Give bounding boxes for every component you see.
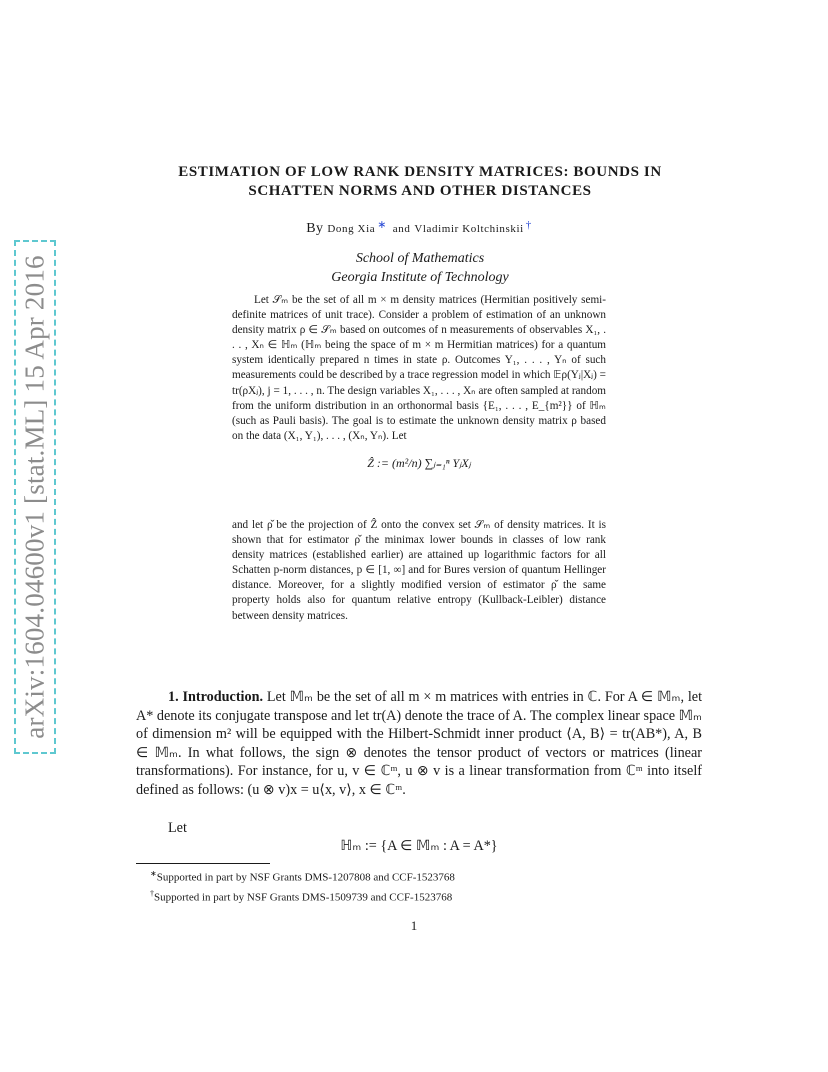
page-number: 1 [410, 918, 418, 933]
z-hat-equation: Ẑ := (m²/n) ∑ⱼ₌₁ⁿ YⱼXⱼ [367, 455, 471, 470]
title-line-1: ESTIMATION OF LOW RANK DENSITY MATRICES: BOUNDS IN [178, 164, 662, 180]
author-byline [100, 218, 740, 237]
footnote-2-mark: † [150, 888, 154, 898]
author-1-footnote-link[interactable]: ∗ [377, 219, 387, 231]
footnote-1 [150, 866, 455, 886]
abstract-paragraph-2: and let ρ̌ be the projection of Ẑ onto the convex set 𝒮ₘ of density matrices. It is shown that for estimator ρ̌ the minimax lower bounds in classes of low rank density matrices (established earlier) are attained up logarithmic factors for all Schatten p-norm distances, p ∈ [1, ∞] and for Bures version of quantum Hellinger distance. Moreover, for a slightly modified version of estimator ρ̌ the same property holds also for quantum relative entropy (Kullback-Leibler) distance between density matrices. [232, 518, 606, 622]
abstract [232, 293, 606, 624]
affiliation-line-1: School of Mathematics [355, 251, 485, 266]
affiliation-line-2: Georgia Institute of Technology [331, 270, 509, 285]
author-1: Dong Xia [327, 223, 376, 235]
by-label: By [306, 221, 324, 236]
title-line-2: SCHATTEN NORMS AND OTHER DISTANCES [248, 183, 592, 199]
author-2: Vladimir Koltchinskii [414, 223, 524, 235]
footnote-1-text: Supported in part by NSF Grants DMS-1207808 and CCF-1523768 [156, 871, 455, 884]
paper-title [100, 163, 740, 201]
introduction-section [136, 688, 702, 799]
arxiv-identifier: arXiv:1604.04600v1 [stat.ML] 15 Apr 2016 [19, 255, 50, 739]
footnote-1-mark: ∗ [150, 869, 157, 878]
footnote-rule [136, 863, 270, 864]
author-2-footnote-link[interactable]: † [525, 219, 532, 231]
introduction-paragraph [136, 688, 702, 799]
let-word: Let [168, 820, 187, 836]
introduction-text: Let 𝕄ₘ be the set of all m × m matrices with entries in ℂ. For A ∈ 𝕄ₘ, let A* denote its conjugate transpose and let tr(A) denote the trace of A. The complex linear space 𝕄ₘ of dimension m² will be equipped with the Hilbert-Schmidt inner product ⟨A, B⟩ = tr(AB*), A, B ∈ 𝕄ₘ. In what follows, the sign ⊗ denotes the tensor product of vectors or matrices (linear transformations). For instance, for u, v ∈ ℂᵐ, u ⊗ v is a linear transformation from ℂᵐ into itself defined as follows: (u ⊗ v)x = u⟨x, v⟩, x ∈ ℂᵐ. [136, 689, 703, 798]
footnote-2-text: Supported in part by NSF Grants DMS-1509739 and CCF-1523768 [154, 891, 453, 904]
abstract-paragraph-1: Let 𝒮ₘ be the set of all m × m density matrices (Hermitian positively semi-definite matrices of unit trace). Consider a problem of estimation of an unknown density matrix ρ ∈ 𝒮ₘ based on outcomes of n measurements of observables X₁, . . . , Xₙ ∈ ℍₘ (ℍₘ being the space of m × m Hermitian matrices) for a quantum system identically prepared n times in state ρ. Outcomes Y₁, . . . , Yₙ of such measurements could be described by a trace regression model in which 𝔼ρ(Yⱼ|Xⱼ) = tr(ρXⱼ), j = 1, . . . , n. The design variables X₁, . . . , Xₙ are often sampled at random from the uniform distribution in an orthonormal basis {E₁, . . . , E_{m²}} of ℍₘ (such as Pauli basis). The goal is to estimate the unknown density matrix ρ based on the data (X₁, Y₁), . . . , (Xₙ, Yₙ). Let [232, 294, 606, 442]
footnote-2 [150, 886, 455, 906]
section-heading: 1. Introduction. [168, 689, 264, 705]
affiliation [100, 249, 740, 287]
footnotes [150, 866, 455, 905]
hermitian-set-definition: ℍₘ := {A ∈ 𝕄ₘ : A = A*} [340, 838, 498, 854]
and-label: and [392, 223, 411, 235]
abstract-equation-block [232, 450, 606, 510]
